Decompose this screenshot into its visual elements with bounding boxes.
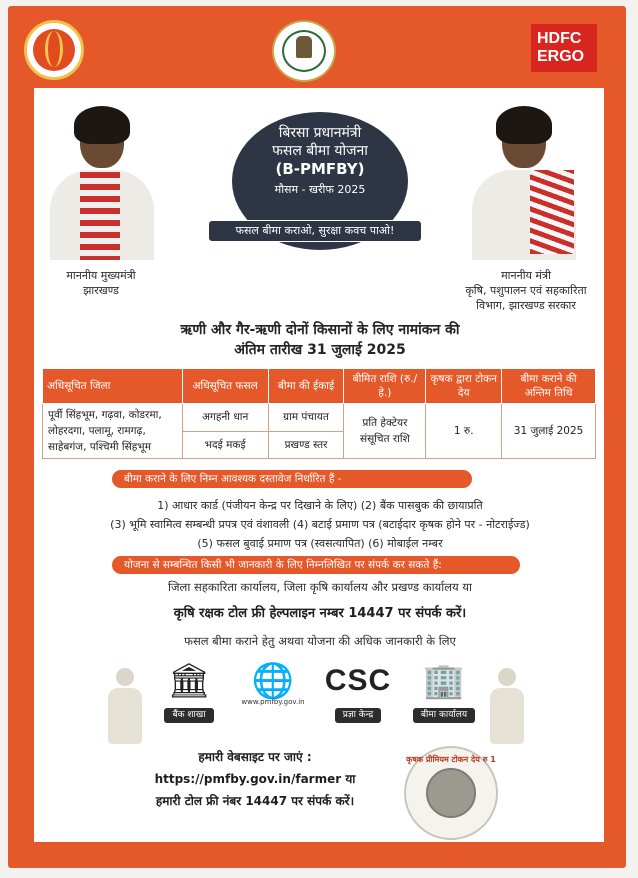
documents-line: (3) भूमि स्वामित्व सम्बन्धी प्रपत्र एवं वंशावली (4) बटाई प्रमाण पत्र (बटाईदार कृषक होने पर - नोटराईज्ड)	[110, 518, 530, 531]
more-info-text: फसल बीमा कराने हेतु अथवा योजना की अधिक जानकारी के लिए	[184, 634, 456, 648]
farmer-figure-icon	[484, 668, 530, 748]
coin-icon	[426, 768, 476, 818]
cell-crop: अगहनी धान	[182, 404, 268, 432]
header-crop: अधिसूचित फसल	[182, 369, 268, 404]
cell-districts: पूर्वी सिंहभूम, गढ़वा, कोडरमा, लोहरदगा, पलामू, रामगढ़, साहेबगंज, पश्चिमी सिंहभूम	[43, 404, 183, 459]
documents-line: (5) फसल बुवाई प्रमाण पत्र (स्वसत्यापित) (6) मोबाईल नम्बर	[197, 537, 443, 550]
insurance-office-item	[406, 660, 482, 720]
farmer-figure-icon	[102, 668, 148, 748]
globe-cursor-icon: 🌐	[251, 661, 295, 701]
enrollment-headline: ऋणी और गैर-ऋणी दोनों किसानों के लिए नामांकन की अंतिम तारीख 31 जुलाई 2025	[180, 322, 460, 358]
enrollment-table	[42, 368, 596, 459]
office-building-check-icon: 🏢	[422, 661, 466, 701]
office-label: बीमा कार्यालय	[413, 708, 475, 723]
footer-contact: हमारी वेबसाइट पर जाएं : https://pmfby.gov.in/farmer या हमारी टोल फ्री नंबर 14447 पर संपर्क करें।	[120, 746, 390, 812]
jharkhand-emblem-icon	[272, 20, 336, 82]
minister-photo	[458, 100, 590, 260]
contact-heading: योजना से सम्बन्धित किसी भी जानकारी के लिए निम्नलिखित पर संपर्क कर सकते हैं:	[112, 556, 520, 574]
scheme-code: (B-PMFBY)	[275, 160, 365, 178]
contact-offices: जिला सहकारिता कार्यालय, जिला कृषि कार्यालय और प्रखण्ड कार्यालय या	[168, 580, 472, 594]
cell-unit: ग्राम पंचायत	[268, 404, 344, 432]
header-token: कृषक द्वारा टोकन देय	[426, 369, 502, 404]
table-row	[43, 404, 596, 432]
cell-token: 1 रु.	[426, 404, 502, 459]
cell-unit: प्रखण्ड स्तर	[268, 431, 344, 459]
documents-list	[46, 496, 594, 553]
helpline-text: कृषि रक्षक टोल फ्री हेल्पलाइन नम्बर 14447 पर संपर्क करें।	[173, 606, 467, 621]
header-sum: बीमित राशि (रु./हे.)	[344, 369, 426, 404]
footer-url: https://pmfby.gov.in/farmer या	[154, 772, 356, 786]
bank-icon: 🏛	[167, 661, 211, 701]
chief-minister-photo	[36, 100, 168, 260]
minister-caption: माननीय मंत्री कृषि, पशुपालन एवं सहकारिता विभाग, झारखण्ड सरकार	[465, 269, 587, 312]
csc-logo-icon: CSC	[324, 664, 392, 697]
website-item	[236, 660, 310, 720]
documents-heading: बीमा कराने के लिए निम्न आवश्यक दस्तावेज निर्धारित हैं -	[112, 470, 472, 488]
season-label: मौसम - खरीफ 2025	[274, 183, 366, 196]
premium-coin-stamp	[404, 746, 498, 840]
website-url: www.pmfby.gov.in	[241, 698, 305, 706]
cell-sum: प्रति हेक्टेयर संसूचित राशि	[344, 404, 426, 459]
header-unit: बीमा की ईकाई	[268, 369, 344, 404]
agriculture-logo-icon	[24, 20, 84, 80]
coin-text: कृषक प्रीमियम टोकन देय रु 1	[406, 755, 496, 764]
header-last-date: बीमा कराने की अन्तिम तिथि	[502, 369, 596, 404]
cell-last-date: 31 जुलाई 2025	[502, 404, 596, 459]
header-district: अधिसूचित जिला	[43, 369, 183, 404]
bank-branch-item	[152, 660, 226, 720]
scheme-title-line2: फसल बीमा योजना	[272, 143, 368, 159]
chief-minister-caption: माननीय मुख्यमंत्री झारखण्ड	[66, 269, 136, 297]
table-header-row	[43, 369, 596, 404]
scheme-title-line1: बिरसा प्रधानमंत्री	[278, 125, 362, 141]
scheme-slogan: फसल बीमा कराओ, सुरक्षा कवच पाओ!	[208, 220, 422, 242]
cell-crop: भदई मकई	[182, 431, 268, 459]
bank-label: बैंक शाखा	[164, 708, 213, 723]
documents-line: 1) आधार कार्ड (पंजीयन केन्द्र पर दिखाने के लिए) (2) बैंक पासबुक की छायाप्रति	[157, 499, 483, 512]
insurer-logo: HDFC ERGO	[531, 24, 597, 72]
csc-label: प्रज्ञा केन्द्र	[335, 708, 382, 723]
csc-item	[318, 660, 398, 720]
